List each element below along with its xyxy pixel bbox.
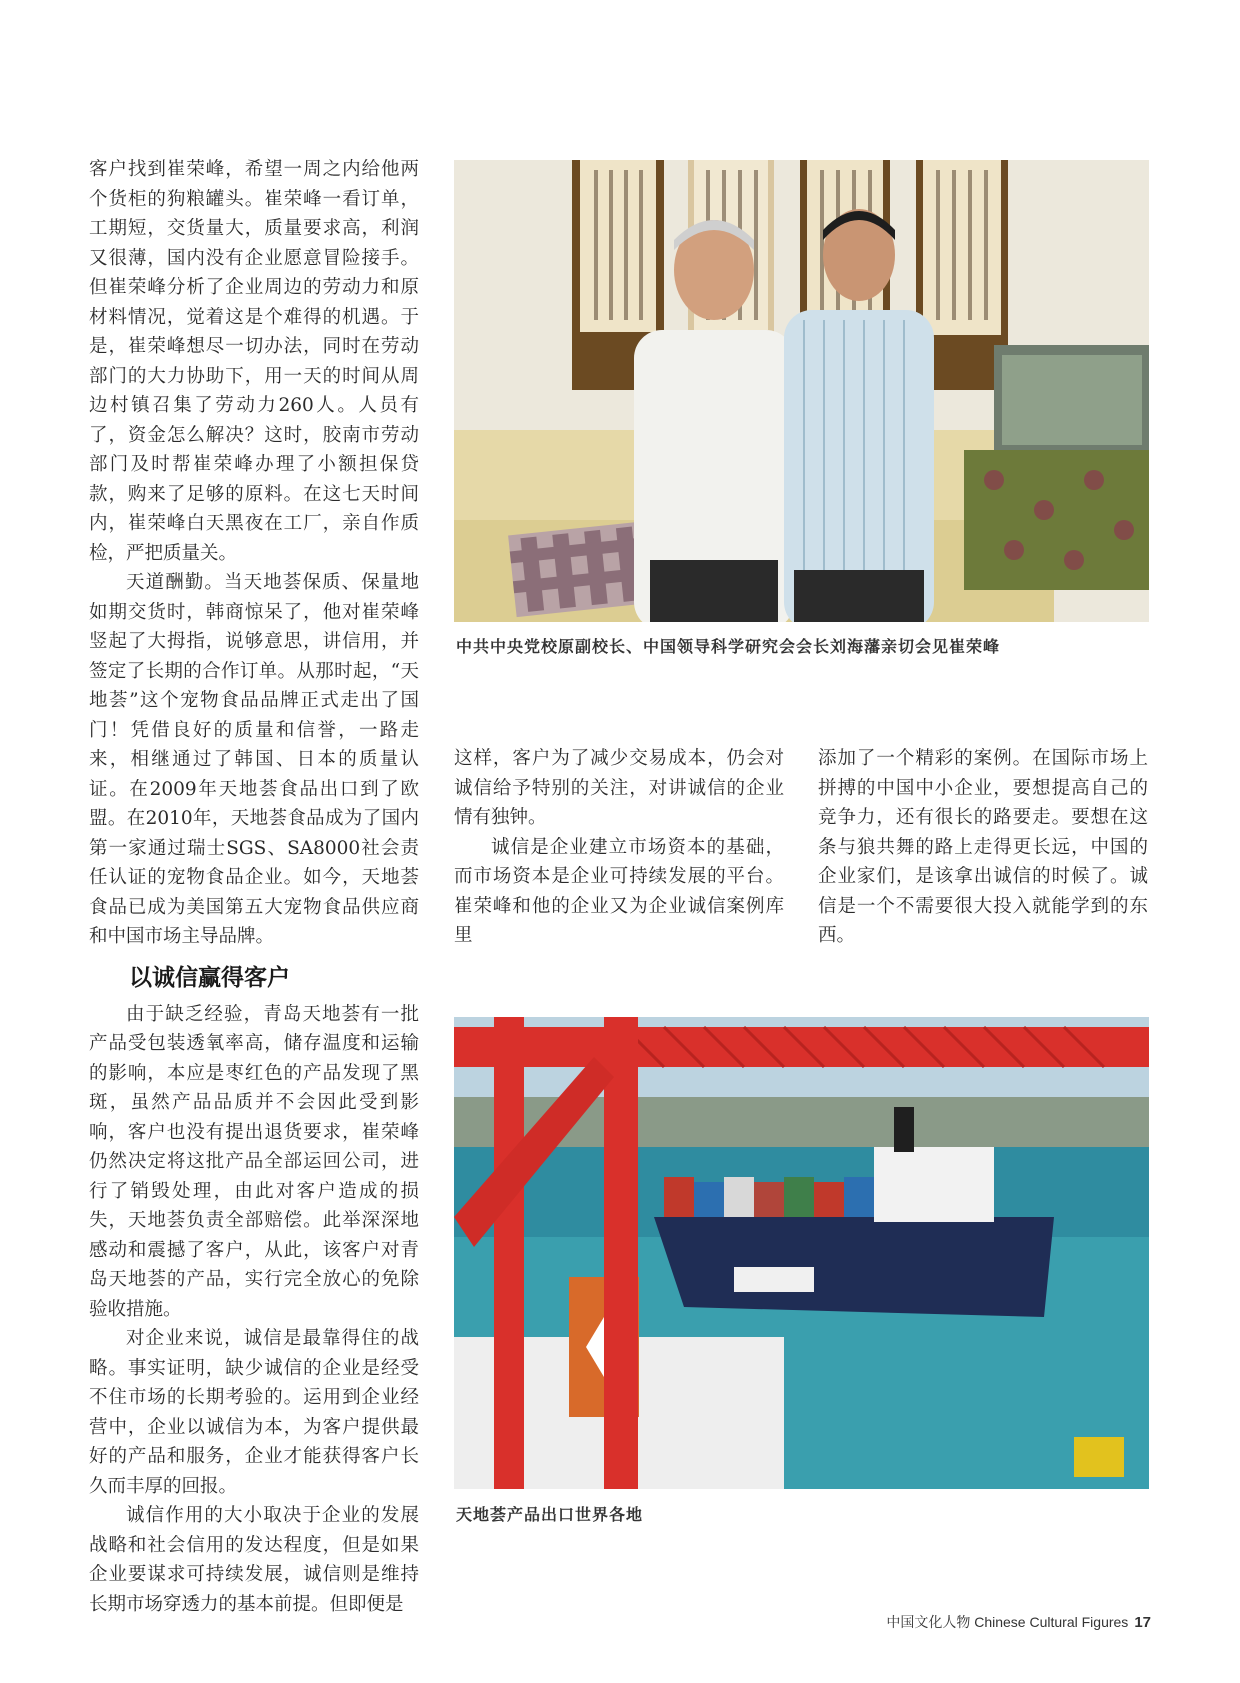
- paragraph: 诚信作用的大小取决于企业的发展战略和社会信用的发达程度，但是如果企业要谋求可持续发展，诚信则是维持长期市场穿透力的基本前提。但即便是: [89, 1505, 419, 1615]
- middle-column: [454, 744, 784, 951]
- port-photo: [454, 1017, 1149, 1489]
- magazine-name: 中国文化人物 Chinese Cultural Figures: [886, 1614, 1129, 1630]
- paragraph: 客户找到崔荣峰，希望一周之内给他两个货柜的狗粮罐头。崔荣峰一看订单，工期短，交货量大，质量要求高，利润又很薄，国内没有企业愿意冒险接手。但崔荣峰分析了企业周边的劳动力和原材料情况，觉着这是个难得的机遇。于是，崔荣峰想尽一切办法，同时在劳动部门的大力协助下，用一天的时间从周边村镇召集了劳动力260人。人员有了，资金怎么解决？这时，胶南市劳动部门及时帮崔荣峰办理了小额担保贷款，购来了足够的原料。在这七天时间内，崔荣峰白天黑夜在工厂，亲自作质检，严把质量关。: [89, 159, 419, 564]
- section-heading: 以诚信赢得客户: [129, 964, 290, 991]
- page-number: 17: [1134, 1614, 1151, 1631]
- paragraph: 诚信是企业建立市场资本的基础，而市场资本是企业可持续发展的平台。崔荣峰和他的企业又为企业诚信案例库里: [454, 836, 784, 946]
- paragraph: 对企业来说，诚信是最靠得住的战略。事实证明，缺少诚信的企业是经受不住市场的长期考验的。运用到企业经营中，企业以诚信为本，为客户提供最好的产品和服务，企业才能获得客户长久而丰厚的回报。: [89, 1328, 419, 1497]
- right-column: [818, 744, 1148, 951]
- paragraph: 由于缺乏经验，青岛天地荟有一批产品受包装透氧率高，储存温度和运输的影响，本应是枣红色的产品发现了黑斑，虽然产品品质并不会因此受到影响，客户也没有提出退货要求，崔荣峰仍然决定将这批产品全部运回公司，进行了销毁处理，由此对客户造成的损失，天地荟负责全部赔偿。此举深深地感动和震撼了客户，从此，该客户对青岛天地荟的产品，实行完全放心的免除验收措施。: [89, 1003, 419, 1320]
- left-column: [89, 155, 419, 1619]
- photo-caption: 天地荟产品出口世界各地: [456, 1505, 644, 1524]
- paragraph: 天道酬勤。当天地荟保质、保量地如期交货时，韩商惊呆了，他对崔荣峰竖起了大拇指，说够意思，讲信用，并签定了长期的合作订单。从那时起，“天地荟”这个宠物食品品牌正式走出了国门！凭借良好的质量和信誉，一路走来，相继通过了韩国、日本的质量认证。在2009年天地荟食品出口到了欧盟。在2010年，天地荟食品成为了国内第一家通过瑞士SGS、SA8000社会责任认证的宠物食品企业。如今，天地荟食品已成为美国第五大宠物食品供应商和中国市场主导品牌。: [89, 572, 419, 947]
- paragraph: 这样，客户为了减少交易成本，仍会对诚信给予特别的关注，对讲诚信的企业情有独钟。: [454, 748, 784, 828]
- page-footer: [886, 1612, 1151, 1632]
- paragraph: 添加了一个精彩的案例。在国际市场上拼搏的中国中小企业，要想提高自己的竞争力，还有很长的路要走。要想在这条与狼共舞的路上走得更长远，中国的企业家们，是该拿出诚信的时候了。诚信是一个不需要很大投入就能学到的东西。: [818, 748, 1148, 946]
- portrait-photo: [454, 160, 1149, 622]
- photo-caption: 中共中央党校原副校长、中国领导科学研究会会长刘海藩亲切会见崔荣峰: [456, 637, 1001, 656]
